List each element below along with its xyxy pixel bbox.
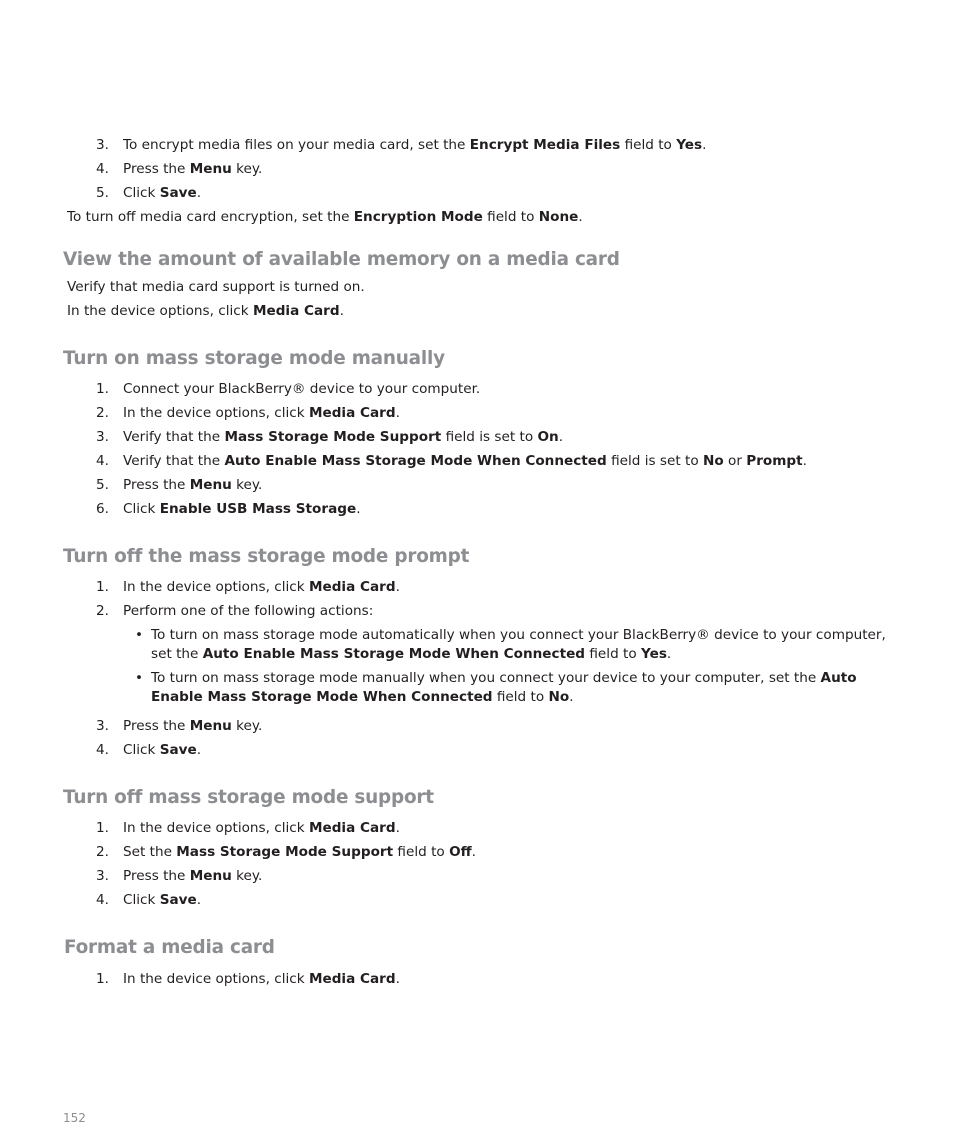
paragraph: Verify that media card support is turned on. xyxy=(67,279,365,295)
step-number: 1. xyxy=(96,820,109,836)
step-number: 3. xyxy=(96,137,109,153)
step-text: Click Save. xyxy=(123,892,202,908)
bullet-glyph: • xyxy=(135,670,144,686)
bullet-text: To turn on mass storage mode manually when you connect your device to your computer, set the Auto Enable Mass Storage Mode When Connected field to No. xyxy=(151,670,857,705)
step-number: 2. xyxy=(96,844,109,860)
section-heading-prompt-off: Turn off the mass storage mode prompt xyxy=(63,546,470,567)
section-heading-mass-storage-on: Turn on mass storage mode manually xyxy=(63,348,445,369)
step-text: In the device options, click Media Card. xyxy=(123,820,400,836)
step-number: 4. xyxy=(96,892,109,908)
step-number: 4. xyxy=(96,742,109,758)
step-text: To encrypt media files on your media card, set the Encrypt Media Files field to Yes. xyxy=(123,137,707,153)
step-number: 3. xyxy=(96,718,109,734)
step-text: Set the Mass Storage Mode Support field to Off. xyxy=(123,844,476,860)
step-text: Verify that the Mass Storage Mode Support field is set to On. xyxy=(123,429,564,445)
bullet-glyph: • xyxy=(135,627,144,643)
step-number: 2. xyxy=(96,405,109,421)
paragraph: In the device options, click Media Card. xyxy=(67,303,344,319)
step-number: 2. xyxy=(96,603,109,619)
step-number: 4. xyxy=(96,453,109,469)
step-text: In the device options, click Media Card. xyxy=(123,579,400,595)
step-text: Press the Menu key. xyxy=(123,868,263,884)
step-number: 4. xyxy=(96,161,109,177)
section-heading-format: Format a media card xyxy=(64,937,275,958)
step-number: 1. xyxy=(96,971,109,987)
step-text: Click Save. xyxy=(123,742,202,758)
step-text: Press the Menu key. xyxy=(123,161,263,177)
step-number: 3. xyxy=(96,429,109,445)
step-text: Perform one of the following actions: xyxy=(123,603,374,619)
encryption-note: To turn off media card encryption, set the Encryption Mode field to None. xyxy=(67,209,583,225)
step-text: Click Save. xyxy=(123,185,202,201)
step-number: 1. xyxy=(96,579,109,595)
step-number: 3. xyxy=(96,868,109,884)
page-number: 152 xyxy=(63,1111,86,1125)
step-text: Connect your BlackBerry® device to your computer. xyxy=(123,381,481,397)
bullet-text: To turn on mass storage mode automatically when you connect your BlackBerry® device to your computer, set the Auto Enable Mass Storage Mode When Connected field to Yes. xyxy=(151,627,886,662)
step-text: Verify that the Auto Enable Mass Storage Mode When Connected field is set to No or Prompt. xyxy=(123,453,807,469)
step-number: 1. xyxy=(96,381,109,397)
step-text: In the device options, click Media Card. xyxy=(123,971,400,987)
section-heading-support-off: Turn off mass storage mode support xyxy=(63,787,434,808)
step-number: 5. xyxy=(96,477,109,493)
step-number: 6. xyxy=(96,501,109,517)
step-text: Press the Menu key. xyxy=(123,718,263,734)
step-text: In the device options, click Media Card. xyxy=(123,405,400,421)
section-heading-view-memory: View the amount of available memory on a media card xyxy=(63,249,620,270)
step-text: Click Enable USB Mass Storage. xyxy=(123,501,361,517)
step-text: Press the Menu key. xyxy=(123,477,263,493)
step-number: 5. xyxy=(96,185,109,201)
